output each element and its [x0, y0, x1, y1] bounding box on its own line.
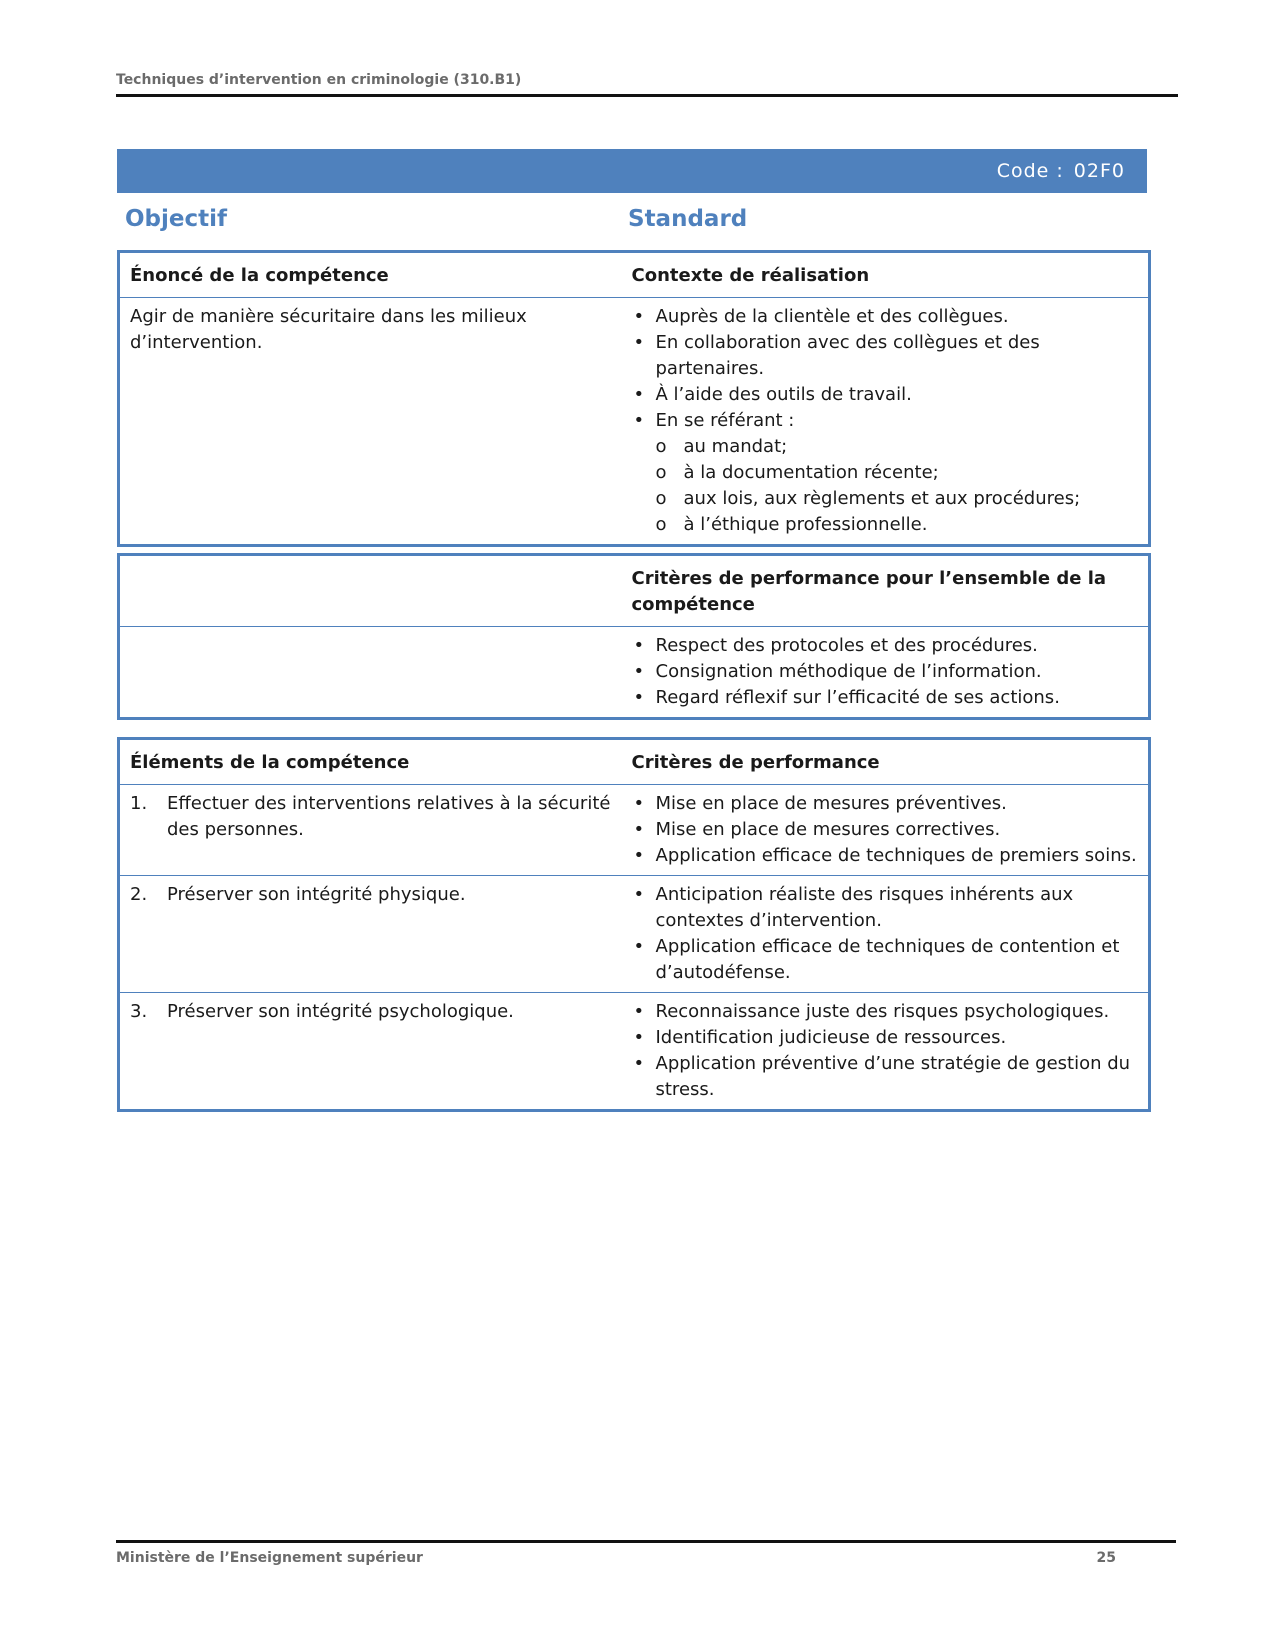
- page-number: 25: [1096, 1550, 1116, 1566]
- sublist-item: o à l’éthique professionnelle.: [656, 512, 1139, 538]
- statement-header: Énoncé de la compétence: [130, 265, 389, 286]
- criteria-list: [632, 999, 1139, 1103]
- global-criteria-table: [117, 553, 1151, 720]
- element-number: 2.: [130, 884, 148, 905]
- element-text: Préserver son intégrité physique.: [167, 884, 466, 905]
- list-item: • Mise en place de mesures préventives.: [632, 791, 1139, 817]
- criteria-header: Critères de performance: [631, 752, 880, 773]
- sublist-item: o au mandat;: [656, 434, 1139, 460]
- competency-statement: Agir de manière sécuritaire dans les milieux d’intervention.: [119, 298, 622, 546]
- list-item: • Identification judicieuse de ressources.: [632, 1025, 1139, 1051]
- list-item: • Regard réflexif sur l’efficacité de ses actions.: [632, 685, 1139, 711]
- global-criteria-list: [632, 633, 1139, 711]
- element-text: Effectuer des interventions relatives à la sécurité des personnes.: [167, 793, 611, 840]
- elements-header: Éléments de la compétence: [130, 752, 410, 773]
- sublist-item: o aux lois, aux règlements et aux procédures;: [656, 486, 1139, 512]
- objective-heading: Objectif: [125, 206, 228, 232]
- context-list-cell: [622, 298, 1150, 546]
- empty-cell: [119, 555, 622, 627]
- element-number: 3.: [130, 1001, 148, 1022]
- empty-cell: [119, 627, 622, 719]
- elements-table: [117, 737, 1151, 1112]
- list-item: • À l’aide des outils de travail.: [632, 382, 1139, 408]
- global-criteria-header: Critères de performance pour l’ensemble de la compétence: [631, 568, 1107, 615]
- element-item: [130, 882, 612, 908]
- page-footer: [116, 1540, 1176, 1566]
- code-bar: [117, 149, 1147, 193]
- list-item: • Application préventive d’une stratégie de gestion du stress.: [632, 1051, 1139, 1103]
- context-header: Contexte de réalisation: [631, 265, 870, 286]
- page-header: Techniques d’intervention en criminologie (310.B1): [116, 72, 1178, 97]
- list-item: • Consignation méthodique de l’information.: [632, 659, 1139, 685]
- standard-heading: Standard: [628, 206, 748, 232]
- list-item-text: En se référant :: [655, 410, 795, 431]
- list-item: • Application efficace de techniques de contention et d’autodéfense.: [632, 934, 1139, 986]
- element-text: Préserver son intégrité psychologique.: [167, 1001, 514, 1022]
- global-criteria-cell: [622, 627, 1150, 719]
- criteria-list: [632, 791, 1139, 869]
- table-row: [119, 876, 1150, 993]
- element-item: [130, 791, 612, 843]
- element-item: [130, 999, 612, 1025]
- list-item: • Reconnaissance juste des risques psychologiques.: [632, 999, 1139, 1025]
- list-item: • Application efficace de techniques de premiers soins.: [632, 843, 1139, 869]
- context-sublist: [656, 434, 1139, 538]
- element-number: 1.: [130, 793, 148, 814]
- list-item: • Mise en place de mesures correctives.: [632, 817, 1139, 843]
- context-list: [632, 304, 1139, 538]
- sublist-item: o à la documentation récente;: [656, 460, 1139, 486]
- list-item: • En collaboration avec des collègues et des partenaires.: [632, 330, 1139, 382]
- list-item: [632, 408, 1139, 538]
- list-item: • Anticipation réaliste des risques inhérents aux contextes d’intervention.: [632, 882, 1139, 934]
- table-row: [119, 785, 1150, 876]
- footer-ministry: Ministère de l’Enseignement supérieur: [116, 1550, 423, 1566]
- competency-table: [117, 250, 1151, 547]
- criteria-list: [632, 882, 1139, 986]
- list-item: • Respect des protocoles et des procédures.: [632, 633, 1139, 659]
- code-label: Code :: [996, 160, 1064, 182]
- code-value: 02F0: [1073, 160, 1125, 182]
- list-item: • Auprès de la clientèle et des collègues.: [632, 304, 1139, 330]
- table-row: [119, 993, 1150, 1111]
